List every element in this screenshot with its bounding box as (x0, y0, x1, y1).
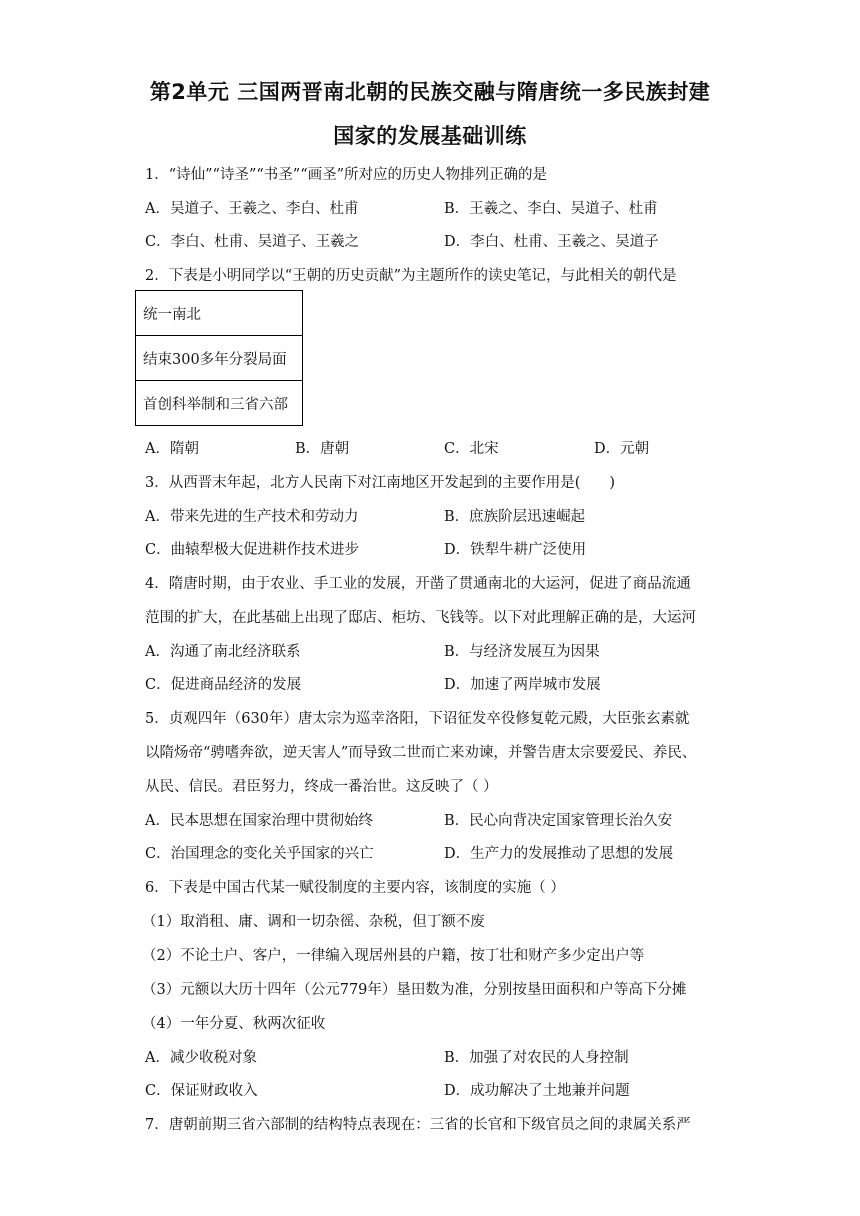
question-6-option-a: A．减少收税对象 (145, 1050, 257, 1066)
question-2-option-a: A．隋朝 (145, 441, 199, 457)
question-7-stem: 7．唐朝前期三省六部制的结构特点表现在：三省的长官和下级官员之间的隶属关系严 (145, 1117, 691, 1133)
question-1-option-d: D．李白、杜甫、王羲之、吴道子 (444, 234, 659, 250)
question-5-option-b: B．民心向背决定国家管理长治久安 (444, 813, 673, 829)
question-1-stem: 1．“诗仙”“诗圣”“书圣”“画圣”所对应的历史人物排列正确的是 (145, 167, 548, 183)
question-2-option-b: B．唐朝 (295, 441, 350, 457)
question-3-option-a: A．带来先进的生产技术和劳动力 (145, 509, 359, 525)
question-4-option-b: B．与经济发展互为因果 (444, 644, 600, 660)
question-4-option-c: C．促进商品经济的发展 (145, 677, 302, 693)
question-4-option-d: D．加速了两岸城市发展 (444, 677, 601, 693)
question-4-stem-line-1: 4．隋唐时期，由于农业、手工业的发展，开凿了贯通南北的大运河，促进了商品流通 (145, 576, 691, 592)
question-5-option-c: C．治国理念的变化关乎国家的兴亡 (145, 846, 374, 862)
table-cell: 结束300多年分裂局面 (136, 336, 303, 381)
question-5-stem-line-3: 从民、信民。君臣努力，终成一番治世。这反映了（ ） (145, 779, 498, 795)
question-6-option-d: D．成功解决了土地兼并问题 (444, 1083, 630, 1099)
question-6-option-c: C．保证财政收入 (145, 1083, 258, 1099)
question-6-item-2: （2）不论土户、客户，一律编入现居州县的户籍，按丁壮和财产多少定出户等 (142, 948, 645, 964)
question-3-option-c: C．曲辕犁极大促进耕作技术进步 (145, 542, 360, 558)
table-row (136, 336, 303, 381)
table-row (136, 381, 303, 426)
question-1-option-b: B．王羲之、李白、吴道子、杜甫 (444, 201, 658, 217)
question-5-option-d: D．生产力的发展推动了思想的发展 (444, 846, 674, 862)
unit-title-line-2: 国家的发展基础训练 (333, 124, 527, 148)
question-4-stem-line-2: 范围的扩大，在此基础上出现了邸店、柜坊、飞钱等。以下对此理解正确的是，大运河 (145, 610, 696, 626)
history-notes-table (135, 290, 303, 426)
question-5-option-a: A．民本思想在国家治理中贯彻始终 (145, 813, 373, 829)
question-3-stem: 3．从西晋末年起，北方人民南下对江南地区开发起到的主要作用是( ) (145, 475, 616, 491)
question-6-item-3: （3）元额以大历十四年（公元779年）垦田数为准，分别按垦田面积和户等高下分摊 (142, 982, 687, 998)
unit-title-line-1: 第2单元 三国两晋南北朝的民族交融与隋唐统一多民族封建 (149, 80, 711, 104)
table-cell: 首创科举制和三省六部 (136, 381, 303, 426)
question-6-option-b: B．加强了对农民的人身控制 (444, 1050, 629, 1066)
question-5-stem-line-1: 5．贞观四年（630年）唐太宗为巡幸洛阳，下诏征发卒役修复乾元殿，大臣张玄素就 (145, 711, 690, 727)
question-1-option-a: A．吴道子、王羲之、李白、杜甫 (145, 201, 359, 217)
question-5-stem-line-2: 以隋炀帝“骋嗜奔欲，逆天害人”而导致二世而亡来劝谏，并警告唐太宗要爱民、养民、 (145, 745, 697, 761)
question-6-item-1: （1）取消租、庸、调和一切杂徭、杂税，但丁额不废 (142, 914, 485, 930)
question-3-option-d: D．铁犁牛耕广泛使用 (444, 542, 587, 558)
question-2-option-d: D．元朝 (594, 441, 650, 457)
table-row (136, 291, 303, 336)
question-1-option-c: C．李白、杜甫、吴道子、王羲之 (145, 234, 360, 250)
question-4-option-a: A．沟通了南北经济联系 (145, 644, 301, 660)
question-6-item-4: （4）一年分夏、秋两次征收 (142, 1016, 326, 1032)
question-2-option-c: C．北宋 (444, 441, 499, 457)
question-2-stem: 2．下表是小明同学以“王朝的历史贡献”为主题所作的读史笔记，与此相关的朝代是 (145, 268, 677, 284)
question-3-option-b: B．庶族阶层迅速崛起 (444, 509, 586, 525)
question-6-stem: 6．下表是中国古代某一赋役制度的主要内容，该制度的实施（ ） (145, 880, 565, 896)
table-cell: 统一南北 (136, 291, 303, 336)
